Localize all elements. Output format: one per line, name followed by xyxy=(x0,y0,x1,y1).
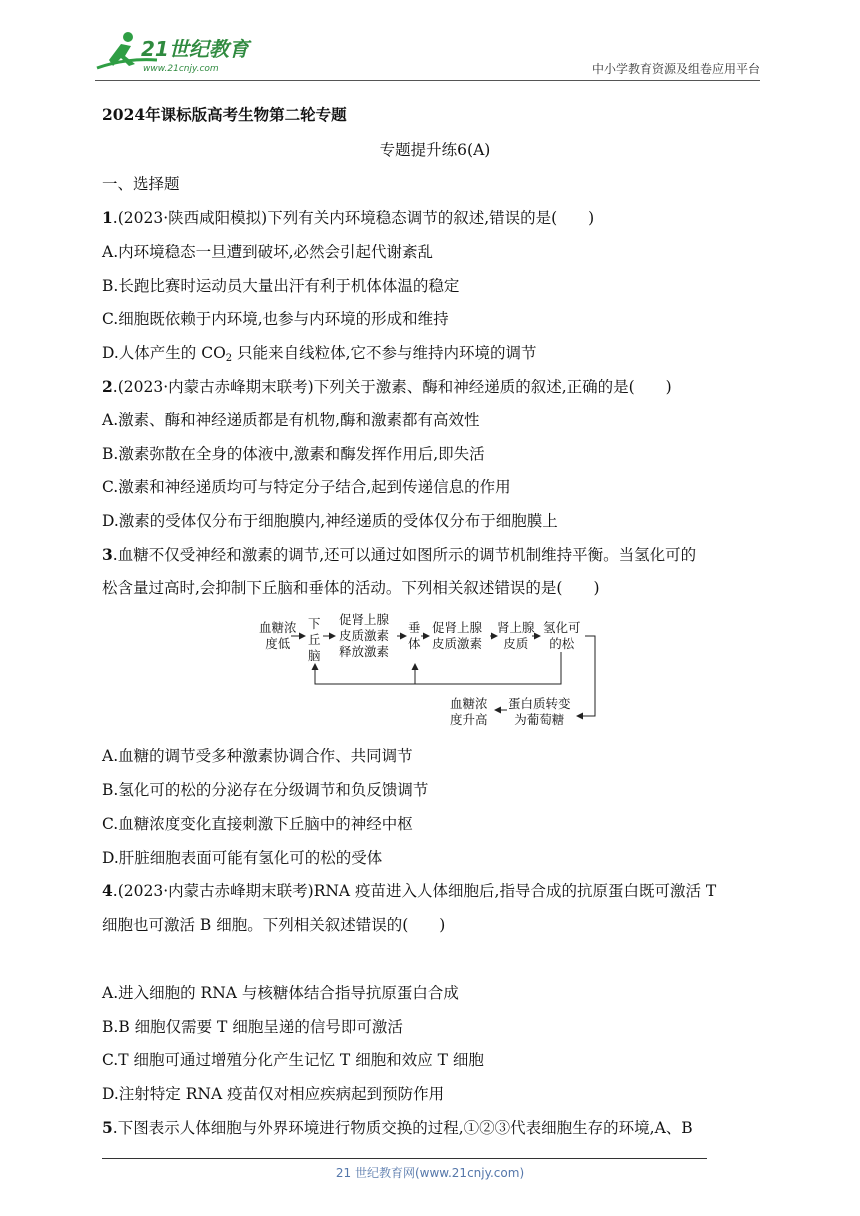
footer-divider xyxy=(102,1158,707,1159)
node-hydrocortisone: 氢化可 的松 xyxy=(543,620,581,651)
node-hypothalamus: 下 丘 脑 xyxy=(308,616,321,663)
node-pituitary: 垂 体 xyxy=(408,620,421,651)
q1-option-b: B.长跑比赛时运动员大量出汗有利于机体体温的稳定 xyxy=(102,277,460,295)
site-logo xyxy=(95,30,265,76)
q1-option-c: C.细胞既依赖于内环境,也参与内环境的形成和维持 xyxy=(102,310,449,328)
question-3-stem xyxy=(102,544,696,566)
question-text: .血糖不仅受神经和激素的调节,还可以通过如图所示的调节机制维持平衡。当氢化可的 xyxy=(112,546,697,564)
q4-option-d: D.注射特定 RNA 疫苗仅对相应疾病起到预防作用 xyxy=(102,1085,445,1103)
question-2-stem xyxy=(102,376,672,398)
question-number: 2 xyxy=(102,377,113,396)
q3-option-a: A.血糖的调节受多种激素协调合作、共同调节 xyxy=(102,747,413,765)
q4-option-a: A.进入细胞的 RNA 与核糖体结合指导抗原蛋白合成 xyxy=(102,984,459,1002)
node-protein-to-glucose: 蛋白质转变 为葡萄糖 xyxy=(508,696,571,727)
question-text: .(2023·内蒙古赤峰期末联考)RNA 疫苗进入人体细胞后,指导合成的抗原蛋白既可激活 T xyxy=(112,882,717,900)
regulation-diagram xyxy=(255,612,605,734)
q1-option-a: A.内环境稳态一旦遭到破坏,必然会引起代谢紊乱 xyxy=(102,243,434,261)
question-number: 5 xyxy=(102,1118,113,1137)
node-acth: 促肾上腺 皮质激素 xyxy=(432,620,483,651)
q1-option-d xyxy=(102,342,537,370)
header-divider xyxy=(95,80,760,81)
doc-subtitle: 2024年课标版高考生物第二轮专题 xyxy=(102,105,347,124)
question-text: .(2023·内蒙古赤峰期末联考)下列关于激素、酶和神经递质的叙述,正确的是( ) xyxy=(112,378,672,396)
question-number: 1 xyxy=(102,208,113,227)
q3-option-b: B.氢化可的松的分泌存在分级调节和负反馈调节 xyxy=(102,781,429,799)
question-4-stem-line2: 细胞也可激活 B 细胞。下列相关叙述错误的( ) xyxy=(102,916,446,934)
q4-option-c: C.T 细胞可通过增殖分化产生记忆 T 细胞和效应 T 细胞 xyxy=(102,1051,484,1069)
question-text: .下图表示人体细胞与外界环境进行物质交换的过程,①②③代表细胞生存的环境,A、B xyxy=(112,1119,693,1137)
q3-option-d: D.肝脏细胞表面可能有氢化可的松的受体 xyxy=(102,849,383,867)
q2-option-a: A.激素、酶和神经递质都是有机物,酶和激素都有高效性 xyxy=(102,411,480,429)
node-crh: 促肾上腺 皮质激素 释放激素 xyxy=(339,612,390,659)
q4-option-b: B.B 细胞仅需要 T 细胞呈递的信号即可激活 xyxy=(102,1018,403,1036)
page-header xyxy=(95,30,760,82)
question-number: 3 xyxy=(102,545,113,564)
svg-text:www.21cnjy.com: www.21cnjy.com xyxy=(143,64,219,74)
q2-option-b: B.激素弥散在全身的体液中,激素和酶发挥作用后,即失活 xyxy=(102,445,485,463)
footer-text: 21 世纪教育网(www.21cnjy.com) xyxy=(335,1166,525,1180)
q2-option-d: D.激素的受体仅分布于细胞膜内,神经递质的受体仅分布于细胞膜上 xyxy=(102,512,558,530)
question-1-stem xyxy=(102,207,594,229)
question-3-stem-line2: 松含量过高时,会抑制下丘脑和垂体的活动。下列相关叙述错误的是( ) xyxy=(102,579,600,597)
question-4-stem xyxy=(102,880,716,902)
node-high-glucose: 血糖浓 度升高 xyxy=(450,696,488,727)
node-low-glucose: 血糖浓 度低 xyxy=(259,620,297,651)
question-5-stem xyxy=(102,1117,693,1139)
node-adrenal-cortex: 肾上腺 皮质 xyxy=(497,620,535,651)
q2-option-c: C.激素和神经递质均可与特定分子结合,起到传递信息的作用 xyxy=(102,478,511,496)
q3-option-c: C.血糖浓度变化直接刺激下丘脑中的神经中枢 xyxy=(102,815,413,833)
section-heading: 一、选择题 xyxy=(102,175,180,193)
question-text: .(2023·陕西咸阳模拟)下列有关内环境稳态调节的叙述,错误的是( ) xyxy=(112,209,595,227)
question-number: 4 xyxy=(102,881,113,900)
q1-option-d-pre: D.人体产生的 CO xyxy=(102,344,226,362)
q1-option-d-subscript: 2 xyxy=(225,353,233,364)
doc-title: 专题提升练6(A) xyxy=(379,141,491,159)
q1-option-d-post: 只能来自线粒体,它不参与维持内环境的调节 xyxy=(232,344,537,362)
header-platform-text: 中小学教育资源及组卷应用平台 xyxy=(591,62,760,76)
svg-text:21世纪教育: 21世纪教育 xyxy=(141,37,249,61)
